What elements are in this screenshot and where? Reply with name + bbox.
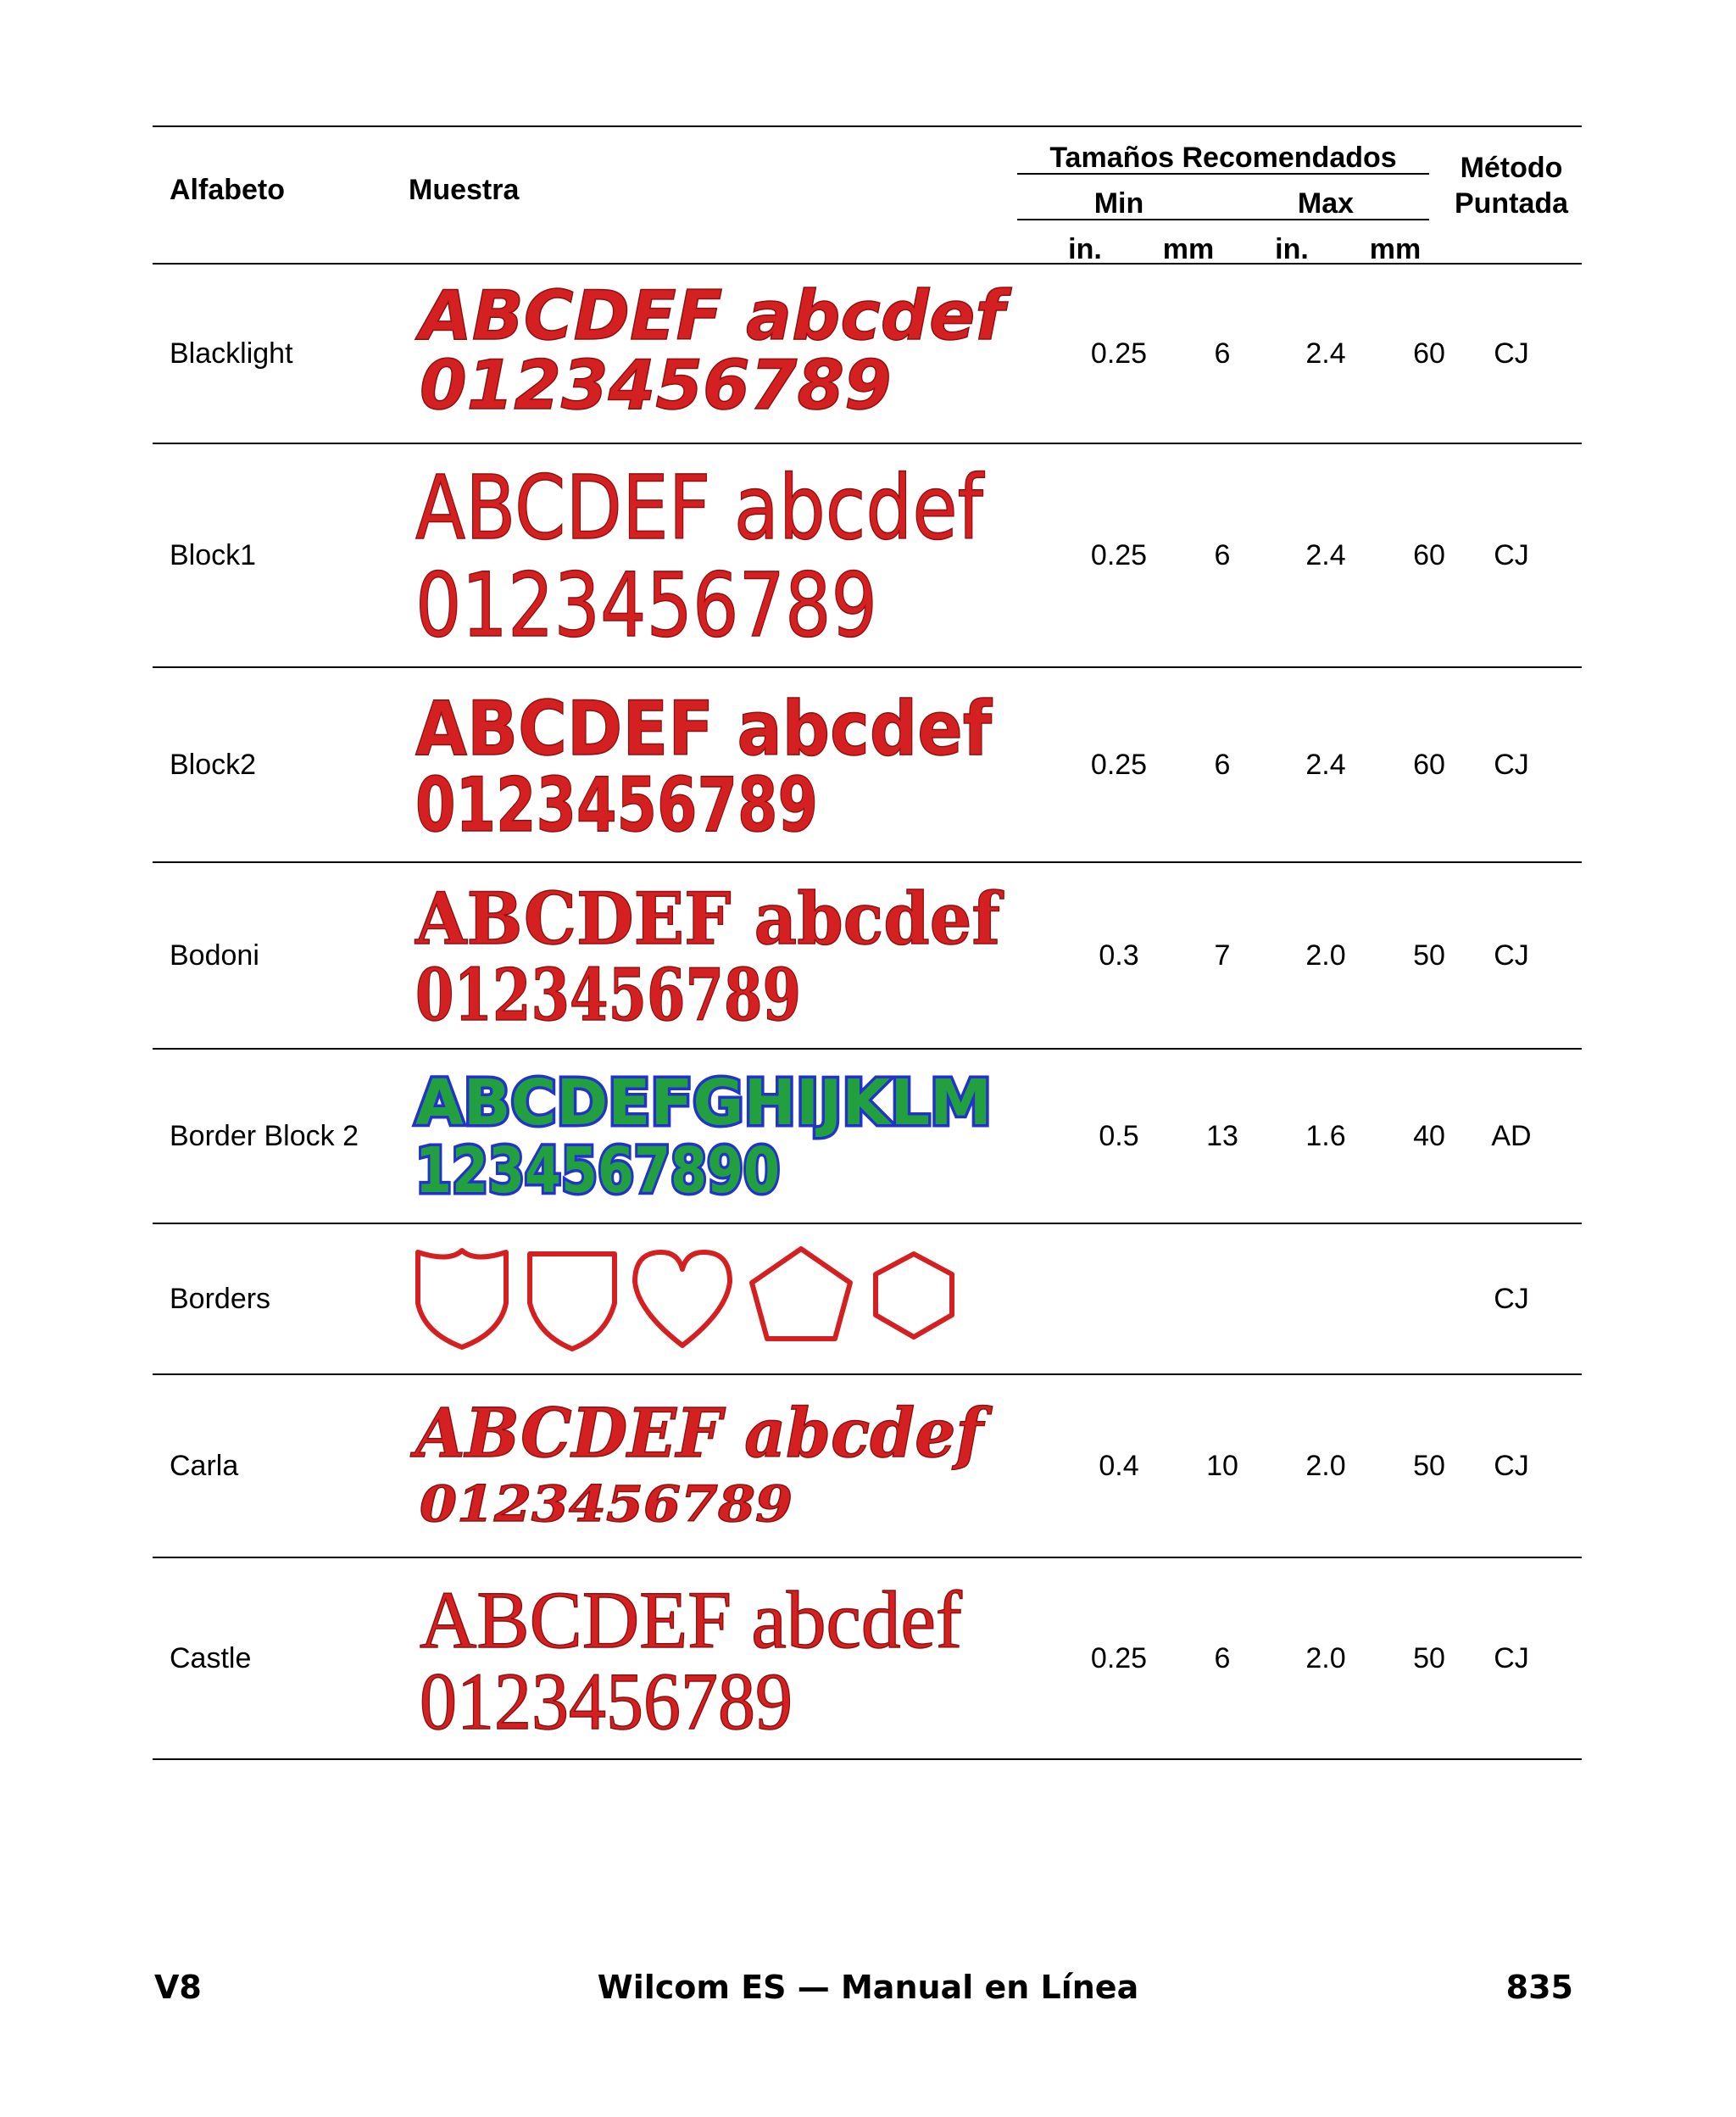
metodo: CJ xyxy=(1494,539,1529,571)
max-in: 1.6 xyxy=(1305,1120,1346,1152)
footer-title: Wilcom ES — Manual en Línea xyxy=(597,1969,1139,2006)
table-row xyxy=(153,265,1582,443)
table-row xyxy=(153,1224,1582,1373)
sample-image xyxy=(411,276,1005,426)
table-row xyxy=(153,1050,1582,1223)
min-mm: 13 xyxy=(1206,1120,1238,1152)
min-in: 0.3 xyxy=(1099,939,1139,972)
max-mm: 60 xyxy=(1413,749,1445,781)
header-tamanos-underline xyxy=(1017,173,1429,175)
header-tamanos: Tamaños Recomendados xyxy=(1049,142,1397,174)
header-min-mm: mm xyxy=(1162,233,1215,265)
sample-image xyxy=(411,685,1004,849)
header-max-in: in. xyxy=(1275,233,1309,265)
max-mm: 60 xyxy=(1413,539,1445,571)
row-name: Carla xyxy=(170,1450,239,1482)
pentagon-border-shape xyxy=(752,1249,850,1339)
sample-line2: 0123456789 xyxy=(415,761,818,849)
max-mm: 50 xyxy=(1413,939,1445,972)
header-minmax-underline xyxy=(1017,219,1429,220)
metodo: CJ xyxy=(1494,1450,1529,1482)
sample-line2: 0123456789 xyxy=(420,346,892,425)
min-mm: 6 xyxy=(1214,749,1231,781)
sample-line1: ABCDEF abcdef xyxy=(415,877,1004,961)
sample-image xyxy=(411,1244,988,1354)
header-alfabeto: Alfabeto xyxy=(170,174,285,206)
sample-line1: ABCDEFGHIJKLM xyxy=(415,1067,992,1139)
min-in: 0.25 xyxy=(1090,749,1148,781)
sample-image xyxy=(411,1394,1004,1538)
table-bottom-rule xyxy=(153,1758,1582,1760)
min-mm: 6 xyxy=(1214,539,1231,571)
table-row xyxy=(153,1375,1582,1557)
sample-image xyxy=(411,1574,1004,1747)
table-row xyxy=(153,668,1582,861)
header-muestra: Muestra xyxy=(409,174,520,206)
max-in: 2.0 xyxy=(1305,939,1346,972)
metodo: CJ xyxy=(1494,939,1529,972)
min-in: 0.5 xyxy=(1099,1120,1139,1152)
table-row xyxy=(153,1558,1582,1758)
max-in: 2.4 xyxy=(1305,749,1346,781)
row-name: Borders xyxy=(170,1283,271,1315)
min-mm: 10 xyxy=(1206,1450,1238,1482)
max-mm: 50 xyxy=(1413,1450,1445,1482)
sample-line1: ABCDEF abcdef xyxy=(415,685,993,772)
sample-line1: ABCDEF abcdef xyxy=(420,276,1005,355)
table-top-rule xyxy=(153,125,1582,127)
sample-image xyxy=(411,1067,1004,1207)
sample-line1: ABCDEF abcdef xyxy=(415,456,985,560)
max-mm: 50 xyxy=(1413,1642,1445,1674)
sample-line2: 0123456789 xyxy=(415,953,801,1037)
sample-line2: 0123456789 xyxy=(415,554,877,657)
footer-page-number: 835 xyxy=(1505,1969,1573,2006)
min-mm: 6 xyxy=(1214,1642,1231,1674)
min-in: 0.25 xyxy=(1090,337,1148,370)
row-name: Block2 xyxy=(170,749,257,781)
header-min: Min xyxy=(1093,187,1144,220)
row-name: Bodoni xyxy=(170,939,259,972)
max-in: 2.4 xyxy=(1305,337,1346,370)
min-in: 0.25 xyxy=(1090,539,1148,571)
header-metodo-line2: Puntada xyxy=(1454,187,1569,220)
min-in: 0.25 xyxy=(1090,1642,1148,1674)
metodo: CJ xyxy=(1494,1642,1529,1674)
crest-border-shape xyxy=(530,1254,615,1349)
metodo: CJ xyxy=(1494,1283,1529,1315)
header-max: Max xyxy=(1297,187,1355,220)
row-name: Castle xyxy=(170,1642,252,1674)
sample-line2: 1234567890 xyxy=(415,1134,780,1207)
footer-version: V8 xyxy=(154,1969,202,2006)
header-max-mm: mm xyxy=(1369,233,1422,265)
row-name: Block1 xyxy=(170,539,257,571)
heart-border-shape xyxy=(635,1252,730,1345)
min-mm: 6 xyxy=(1214,337,1231,370)
max-in: 2.0 xyxy=(1305,1642,1346,1674)
table-row xyxy=(153,863,1582,1048)
metodo: CJ xyxy=(1494,749,1529,781)
sample-image xyxy=(411,877,1013,1037)
sample-line2: 0123456789 xyxy=(420,1656,793,1747)
min-in: 0.4 xyxy=(1099,1450,1139,1482)
metodo: AD xyxy=(1491,1120,1532,1152)
metodo: CJ xyxy=(1494,337,1529,370)
row-name: Blacklight xyxy=(170,337,293,370)
row-name: Border Block 2 xyxy=(170,1120,359,1152)
hexagon-border-shape xyxy=(876,1254,952,1337)
min-mm: 7 xyxy=(1214,939,1231,972)
table-row xyxy=(153,444,1582,666)
max-mm: 60 xyxy=(1413,337,1445,370)
shield-border-shape xyxy=(418,1251,506,1347)
sample-line1: ABCDEF abcdef xyxy=(420,1574,963,1665)
max-in: 2.4 xyxy=(1305,539,1346,571)
sample-line2: 0123456789 xyxy=(420,1475,793,1533)
max-in: 2.0 xyxy=(1305,1450,1346,1482)
header-metodo-line1: Método xyxy=(1460,152,1563,184)
sample-line1: ABCDEF abcdef xyxy=(409,1393,993,1473)
header-min-in: in. xyxy=(1068,233,1102,265)
sample-image xyxy=(411,456,1004,657)
max-mm: 40 xyxy=(1413,1120,1445,1152)
